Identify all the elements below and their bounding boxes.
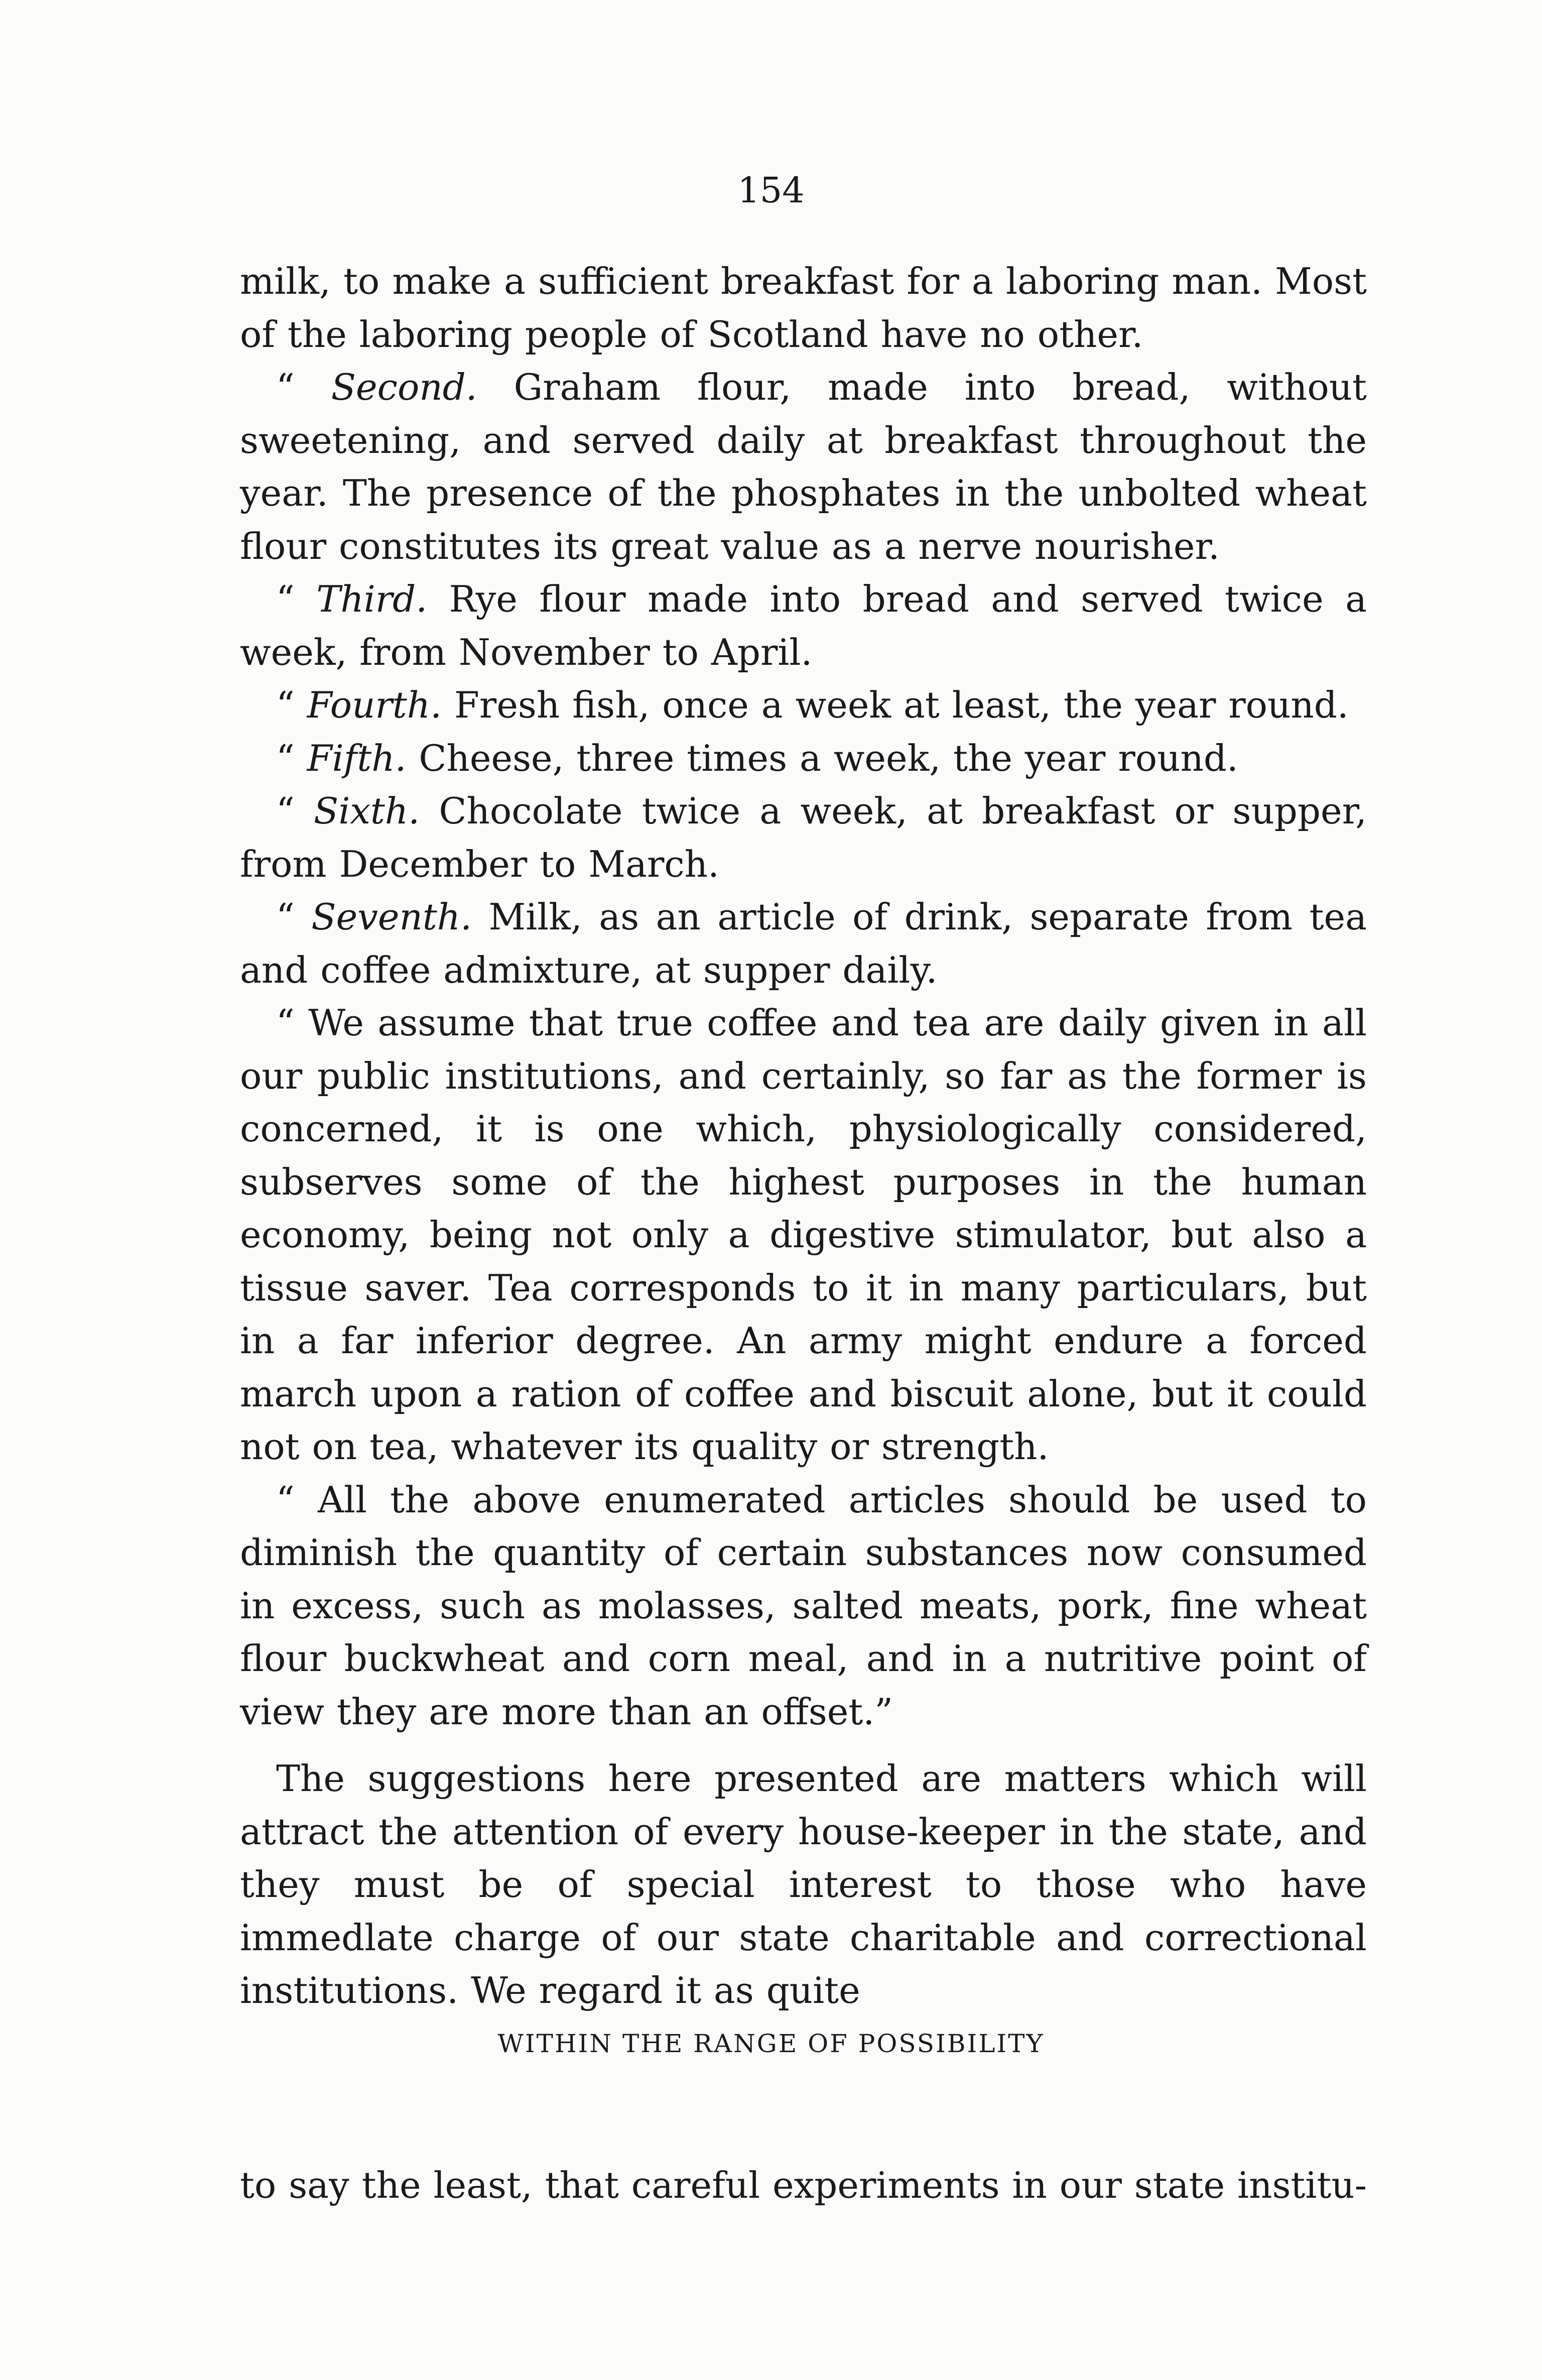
open-quote: “ — [276, 737, 307, 779]
paragraph-fourth-fresh-fish — [240, 679, 1367, 732]
open-quote: “ — [276, 684, 307, 726]
paragraph-enumerated-articles: “ All the above enumerated articles should be used to diminish the quantity of certain substances now consumed in excess, such as molasses, salted meats, pork, fine wheat flour buckwheat and corn meal, and in a nutritive point of view they are more than an offset.” — [240, 1478, 1367, 1733]
open-quote: “ — [276, 896, 312, 938]
page-number: 154 — [737, 170, 805, 211]
paragraph-sixth-chocolate — [240, 785, 1367, 891]
paragraph-third-rye-flour — [240, 573, 1367, 679]
item-label: Second. — [331, 366, 477, 408]
item-label: Sixth. — [314, 790, 420, 832]
item-label: Third. — [316, 578, 428, 620]
paragraph-fifth-cheese — [240, 732, 1367, 785]
continuation-block — [240, 2159, 1367, 2212]
item-text: Cheese, three times a week, the year round. — [406, 737, 1238, 779]
paragraph-second-graham-flour — [240, 361, 1367, 573]
commentary-block — [240, 1752, 1367, 2017]
section-heading: WITHIN THE RANGE OF POSSIBILITY — [497, 2029, 1045, 2058]
quoted-dietary-recommendations — [240, 255, 1367, 1738]
paragraph-coffee-and-tea: “ We assume that true coffee and tea are daily given in all our public institutions, and certainly, so far as the former is concerned, it is one which, physiologically considered, subserves some of the highest purposes in the human economy, being not only a digestive stimulator, but also a tissue saver. Tea corresponds to it in many particulars, but in a far inferior degree. An army might endure a forced march upon a ration of coffee and biscuit alone, but it could not on tea, whatever its quality or strength. — [240, 1002, 1367, 1468]
open-quote: “ — [276, 790, 314, 832]
item-text: Graham flour, made into bread, without sweetening, and served daily at breakfast throughout the year. The presence of the phosphates in the unbolted wheat flour constitutes its great value as a nerve nourisher. — [240, 366, 1367, 567]
item-text: Fresh fish, once a week at least, the year round. — [442, 684, 1349, 726]
paragraph-suggestions: The suggestions here presented are matters which will attract the attention of every house-keeper in the state, and they must be of special interest to those who have immedlate charge of our state charitable and correctional institutions. We regard it as quite — [240, 1757, 1367, 2011]
item-text: Milk, as an article of drink, separate from tea and coffee admixture, at supper daily. — [240, 896, 1367, 991]
open-quote: “ — [276, 578, 317, 620]
paragraph-seventh-milk — [240, 891, 1367, 997]
item-label: Fifth. — [307, 737, 407, 779]
item-label: Seventh. — [311, 896, 472, 938]
paragraph-continuation: to say the least, that careful experiments in our state institu- — [240, 2164, 1367, 2206]
item-text: Chocolate twice a week, at breakfast or supper, from December to March. — [240, 790, 1367, 885]
open-quote: “ — [276, 366, 331, 408]
item-text: Rye flour made into bread and served twice a week, from November to April. — [240, 578, 1367, 673]
item-label: Fourth. — [307, 684, 442, 726]
paragraph-breakfast-milk: milk, to make a sufficient breakfast for a laboring man. Most of the laboring people of Scotland have no other. — [240, 260, 1367, 355]
